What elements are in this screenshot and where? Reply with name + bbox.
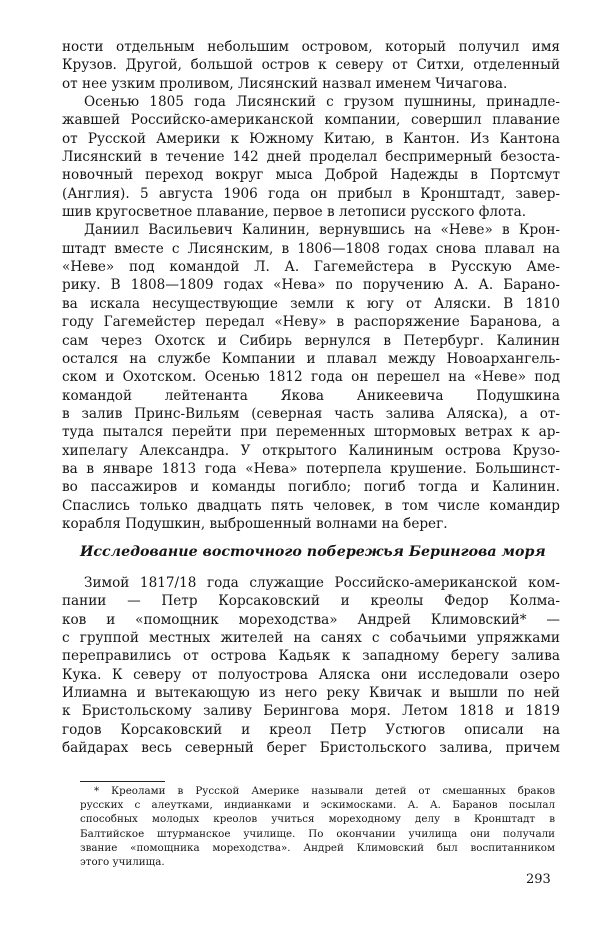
footnote-line: * Креолами в Русской Америке называли детей от смешанных браков: [94, 785, 555, 797]
footnote-divider: [80, 781, 165, 782]
text-line: сам через Охотск и Сибирь вернулся в Петербург. Калинин: [62, 332, 560, 349]
top-text-block: [62, 38, 560, 533]
text-line: остался на службе Компании и плавал между Новоархангель-: [62, 350, 560, 367]
text-line: годов Корсаковский и креол Петр Устюгов описали на: [62, 721, 560, 738]
text-line: с группой местных жителей на санях с собачьими упряжками: [62, 630, 560, 647]
text-line: пании — Петр Корсаковский и креолы Федор Колма-: [62, 593, 560, 610]
text-line: в залив Принс-Вильям (северная часть залива Аляска), а от-: [62, 405, 560, 422]
footnote-line: звание «помощника мореходства». Андрей Климовский был воспитанником: [80, 841, 555, 854]
text-line: к Бристольскому заливу Берингова моря. Летом 1818 и 1819: [62, 703, 560, 720]
section-text-block: [62, 574, 560, 757]
text-line: «Неве» под командой Л. А. Гагемейстера в Русскую Аме-: [62, 259, 560, 276]
text-line: переправились от острова Кадьяк к западному берегу залива: [62, 648, 560, 665]
text-line: ков и «помощник мореходства» Андрей Климовский* —: [62, 611, 560, 628]
text-line: ности отдельным небольшим островом, который получил имя: [62, 39, 560, 55]
text-line: Илиамна и вытекающую из него реку Квичак и вышли по ней: [62, 685, 560, 702]
section-heading: Исследование восточного побережья Берингова моря: [80, 544, 546, 560]
text-line: жавшей Российско-американской компании, совершил плавание: [62, 112, 560, 129]
text-line: от Русской Америки к Южному Китаю, в Кантон. Из Кантона: [62, 130, 560, 147]
text-line: Кука. К северу от полуострова Аляска они исследовали озеро: [62, 666, 560, 683]
text-line: корабля Подушкин, выброшенный волнами на берег.: [62, 515, 448, 532]
text-line: году Гагемейстер передал «Неву» в распоряжение Баранова, а: [62, 314, 560, 331]
text-line: хипелагу Александра. У открытого Калининым острова Крузо-: [62, 442, 560, 459]
text-line: во пассажиров и команды погибло; погиб тогда и Калинин.: [62, 479, 560, 496]
text-line: Зимой 1817/18 года служащие Российско-американской ком-: [84, 575, 560, 591]
text-line: ва в январе 1813 года «Нева» потерпела крушение. Большинст-: [62, 460, 560, 477]
text-line: штадт вместе с Лисянским, в 1806—1808 годах снова плавал на: [62, 240, 560, 257]
footnote-line: Балтийское штурманское училище. По окончании училища они получали: [80, 827, 555, 840]
text-line: ва искала несуществующие земли к югу от Аляски. В 1810: [62, 295, 560, 312]
footnote: [80, 784, 555, 869]
text-line: Лисянский в течение 142 дней проделал беспримерный безоста-: [62, 149, 560, 166]
text-line: Спаслись только двадцать пять человек, в том числе командир: [62, 497, 560, 514]
text-line: байдарах весь северный берег Бристольского залива, причем: [62, 740, 560, 757]
text-line: Крузов. Другой, большой остров к северу от Ситхи, отделенный: [62, 57, 560, 74]
footnote-line: способных молодых креолов учиться мореходному делу в Кронштадт в: [80, 813, 555, 826]
text-line: новочный переход вокруг мыса Доброй Надежды в Портсмут: [62, 167, 560, 184]
text-line: шив кругосветное плавание, первое в летописи русского флота.: [62, 204, 527, 221]
text-line: от нее узким проливом, Лисянский назвал именем Чичагова.: [62, 75, 508, 92]
text-line: (Англия). 5 августа 1906 года он прибыл в Кронштадт, завер-: [62, 185, 560, 202]
footnote-line: русских с алеутками, индианками и эскимосками. А. А. Баранов посылал: [80, 799, 555, 812]
text-line: туда пытался перейти при переменных штормовых ветрах к ар-: [62, 424, 560, 441]
page-number: 293: [526, 872, 551, 887]
text-line: рику. В 1808—1809 годах «Нева» по поручению А. А. Барано-: [62, 277, 560, 294]
text-line: ском и Охотском. Осенью 1812 года он перешел на «Неве» под: [62, 369, 560, 386]
text-line: Даниил Васильевич Калинин, вернувшись на «Неве» в Крон-: [84, 222, 560, 239]
footnote-line: этого училища.: [80, 855, 165, 868]
text-line: Осенью 1805 года Лисянский с грузом пушнины, принадле-: [84, 94, 560, 111]
text-line: командой лейтенанта Якова Аникеевича Подушкина: [62, 387, 560, 404]
